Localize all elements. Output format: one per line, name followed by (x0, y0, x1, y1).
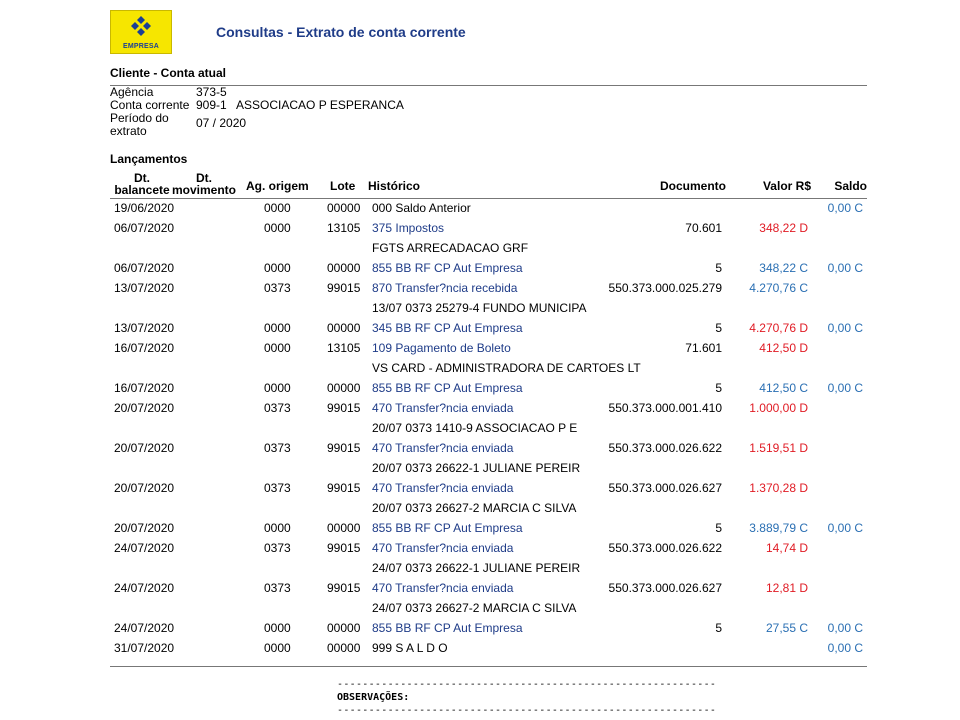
periodo-label: Período do extrato (110, 111, 169, 138)
cell-valor: 1.519,51 D (749, 441, 808, 455)
cell-lote: 00000 (327, 381, 361, 395)
table-row (110, 318, 867, 338)
cell-valor: 27,55 C (765, 621, 808, 635)
table-row-detail (110, 358, 867, 378)
cell-lote: 13105 (327, 341, 361, 355)
cell-historico: 855 BB RF CP Aut Empresa (372, 381, 523, 395)
cell-historico: 375 Impostos (372, 221, 445, 235)
cell-documento: 70.601 (685, 221, 722, 235)
cell-valor: 348,22 C (759, 261, 808, 275)
cell-historico: VS CARD - ADMINISTRADORA DE CARTOES LT (372, 361, 641, 375)
cell-documento: 5 (715, 261, 722, 275)
cell-historico: 855 BB RF CP Aut Empresa (372, 621, 523, 635)
conta-value: 909-1 ASSOCIACAO P ESPERANCA (196, 98, 404, 112)
cell-valor: 412,50 C (759, 381, 808, 395)
cell-historico: 999 S A L D O (372, 641, 448, 655)
cell-date: 20/07/2020 (114, 521, 175, 535)
table-row (110, 338, 867, 358)
conta-label: Conta corrente (110, 98, 190, 112)
table-header (110, 172, 867, 200)
dash-line-top: ------------------------------------------------------------ (337, 679, 717, 690)
cell-documento: 550.373.000.026.622 (608, 441, 722, 455)
cell-valor: 1.370,28 D (749, 481, 808, 495)
table-row-detail (110, 298, 867, 318)
cell-valor: 348,22 D (759, 221, 808, 235)
cell-documento: 71.601 (685, 341, 722, 355)
cell-date: 16/07/2020 (114, 381, 175, 395)
cell-date: 20/07/2020 (114, 441, 175, 455)
table-row (110, 618, 867, 638)
cell-date: 19/06/2020 (114, 201, 175, 215)
cell-valor: 3.889,79 C (749, 521, 808, 535)
cell-ag-origem: 0373 (264, 441, 291, 455)
cell-historico: 870 Transfer?ncia recebida (372, 281, 518, 295)
table-row (110, 378, 867, 398)
cell-ag-origem: 0000 (264, 261, 291, 275)
cell-saldo: 0,00 C (827, 381, 863, 395)
cell-ag-origem: 0000 (264, 621, 291, 635)
cell-historico: 470 Transfer?ncia enviada (372, 541, 514, 555)
cell-date: 24/07/2020 (114, 621, 175, 635)
cell-documento: 5 (715, 381, 722, 395)
bank-logo-icon (130, 15, 152, 37)
header-saldo: Saldo (834, 179, 867, 193)
cell-lote: 00000 (327, 321, 361, 335)
bank-logo (110, 10, 172, 54)
logo-text: EMPRESA (122, 43, 160, 50)
cell-historico: 470 Transfer?ncia enviada (372, 441, 514, 455)
cell-historico: 470 Transfer?ncia enviada (372, 581, 514, 595)
cell-date: 16/07/2020 (114, 341, 175, 355)
cell-historico: 470 Transfer?ncia enviada (372, 401, 514, 415)
cell-saldo: 0,00 C (827, 641, 863, 655)
cell-valor: 1.000,00 D (749, 401, 808, 415)
cell-historico: 13/07 0373 25279-4 FUNDO MUNICIPA (372, 301, 587, 315)
cell-historico: 24/07 0373 26622-1 JULIANE PEREIR (372, 561, 581, 575)
cell-lote: 00000 (327, 201, 361, 215)
table-row-detail (110, 558, 867, 578)
header-documento: Documento (660, 179, 726, 193)
observacoes-label: OBSERVAÇÕES: (337, 692, 410, 703)
cell-valor: 12,81 D (765, 581, 808, 595)
cell-date: 06/07/2020 (114, 261, 175, 275)
header-valor: Valor R$ (762, 179, 811, 193)
cell-lote: 99015 (327, 541, 361, 555)
cell-historico: FGTS ARRECADACAO GRF (372, 241, 529, 255)
periodo-row (110, 112, 610, 138)
cell-documento: 550.373.000.026.627 (608, 481, 722, 495)
cell-historico: 470 Transfer?ncia enviada (372, 481, 514, 495)
cell-ag-origem: 0373 (264, 541, 291, 555)
header-lote: Lote (330, 179, 356, 193)
cell-date: 20/07/2020 (114, 481, 175, 495)
cell-ag-origem: 0000 (264, 341, 291, 355)
cell-saldo: 0,00 C (827, 621, 863, 635)
cell-lote: 00000 (327, 521, 361, 535)
table-end-divider (110, 666, 867, 667)
cell-valor: 412,50 D (759, 341, 808, 355)
agencia-label: Agência (110, 85, 154, 99)
cell-ag-origem: 0000 (264, 321, 291, 335)
cell-saldo: 0,00 C (827, 201, 863, 215)
cell-documento: 5 (715, 521, 722, 535)
cell-date: 13/07/2020 (114, 321, 175, 335)
cell-ag-origem: 0373 (264, 401, 291, 415)
cell-lote: 00000 (327, 261, 361, 275)
cell-date: 20/07/2020 (114, 401, 175, 415)
header-dt-movimento: Dt. movimento (172, 171, 237, 197)
cell-lote: 13105 (327, 221, 361, 235)
cell-ag-origem: 0000 (264, 221, 291, 235)
cell-lote: 99015 (327, 281, 361, 295)
cell-historico: 345 BB RF CP Aut Empresa (372, 321, 523, 335)
cell-saldo: 0,00 C (827, 261, 863, 275)
table-row (110, 478, 867, 498)
cell-documento: 550.373.000.001.410 (608, 401, 722, 415)
cell-ag-origem: 0000 (264, 381, 291, 395)
table-row (110, 518, 867, 538)
client-section-title: Cliente - Conta atual (110, 66, 227, 80)
table-row-detail (110, 418, 867, 438)
cell-date: 24/07/2020 (114, 581, 175, 595)
cell-date: 13/07/2020 (114, 281, 175, 295)
cell-ag-origem: 0373 (264, 581, 291, 595)
cell-saldo: 0,00 C (827, 321, 863, 335)
cell-documento: 5 (715, 321, 722, 335)
table-row (110, 438, 867, 458)
cell-historico: 20/07 0373 26627-2 MARCIA C SILVA (372, 501, 577, 515)
cell-valor: 4.270,76 C (749, 281, 808, 295)
conta-row (110, 99, 610, 112)
cell-lote: 99015 (327, 401, 361, 415)
table-row (110, 198, 867, 218)
cell-valor: 4.270,76 D (749, 321, 808, 335)
table-row-detail (110, 238, 867, 258)
cell-historico: 000 Saldo Anterior (372, 201, 471, 215)
lancamentos-section-title: Lançamentos (110, 152, 188, 166)
cell-ag-origem: 0000 (264, 201, 291, 215)
table-row (110, 398, 867, 418)
cell-valor: 14,74 D (765, 541, 808, 555)
cell-date: 24/07/2020 (114, 541, 175, 555)
client-info (110, 86, 610, 138)
table-row (110, 278, 867, 298)
cell-documento: 550.373.000.026.622 (608, 541, 722, 555)
cell-historico: 20/07 0373 1410-9 ASSOCIACAO P E (372, 421, 578, 435)
cell-documento: 5 (715, 621, 722, 635)
table-row (110, 638, 867, 658)
table-row-detail (110, 598, 867, 618)
periodo-value: 07 / 2020 (196, 116, 247, 130)
table-row (110, 218, 867, 238)
header-dt-balancete: Dt. balancete (114, 171, 170, 197)
cell-date: 31/07/2020 (114, 641, 175, 655)
cell-historico: 20/07 0373 26622-1 JULIANE PEREIR (372, 461, 581, 475)
cell-historico: 109 Pagamento de Boleto (372, 341, 511, 355)
header-ag-origem: Ag. origem (246, 179, 309, 193)
cell-ag-origem: 0000 (264, 521, 291, 535)
cell-lote: 99015 (327, 481, 361, 495)
header-historico: Histórico (368, 179, 421, 193)
cell-documento: 550.373.000.026.627 (608, 581, 722, 595)
cell-documento: 550.373.000.025.279 (608, 281, 722, 295)
table-row-detail (110, 458, 867, 478)
cell-saldo: 0,00 C (827, 521, 863, 535)
cell-lote: 99015 (327, 441, 361, 455)
cell-historico: 24/07 0373 26627-2 MARCIA C SILVA (372, 601, 577, 615)
agencia-value: 373-5 (196, 85, 227, 99)
table-row (110, 538, 867, 558)
lancamentos-table (110, 198, 867, 658)
cell-ag-origem: 0000 (264, 641, 291, 655)
dash-line-bottom: ------------------------------------------------------------ (337, 705, 717, 716)
cell-historico: 855 BB RF CP Aut Empresa (372, 261, 523, 275)
cell-date: 06/07/2020 (114, 221, 175, 235)
cell-ag-origem: 0373 (264, 481, 291, 495)
cell-historico: 855 BB RF CP Aut Empresa (372, 521, 523, 535)
page-title: Consultas - Extrato de conta corrente (216, 24, 466, 40)
cell-lote: 99015 (327, 581, 361, 595)
cell-ag-origem: 0373 (264, 281, 291, 295)
table-row (110, 258, 867, 278)
table-row (110, 578, 867, 598)
cell-lote: 00000 (327, 641, 361, 655)
cell-lote: 00000 (327, 621, 361, 635)
table-row-detail (110, 498, 867, 518)
